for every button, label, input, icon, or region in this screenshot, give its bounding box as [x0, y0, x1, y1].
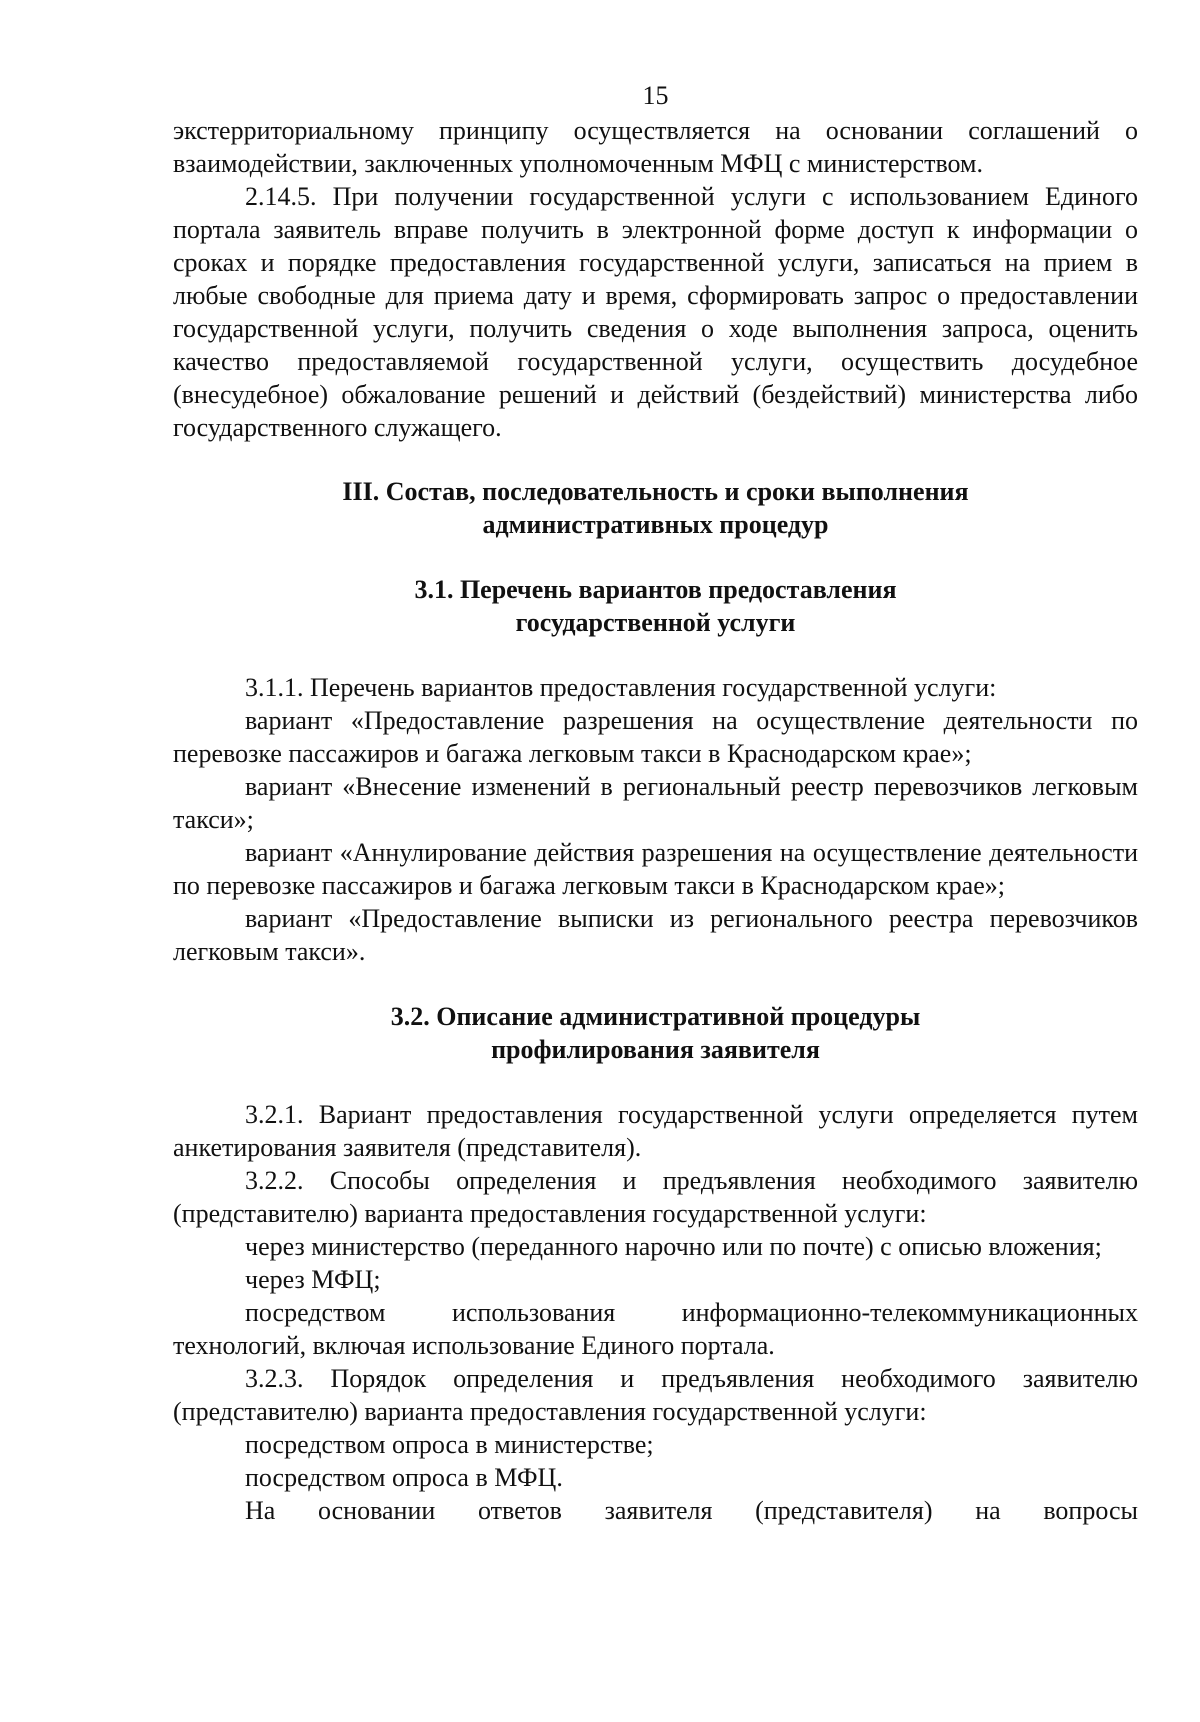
paragraph: посредством использования информационно-телекоммуникационных технологий, включая использование Единого портала. [173, 1298, 1138, 1360]
subsection-title-line: 3.1. Перечень вариантов предоставления [414, 575, 897, 604]
section-3-1-body [173, 671, 1138, 968]
section-title-line: административных процедур [482, 510, 829, 539]
paragraph: через МФЦ; [245, 1265, 381, 1294]
paragraph: вариант «Предоставление разрешения на осуществление деятельности по перевозке пассажиров и багажа легковым такси в Краснодарском крае»; [173, 706, 1138, 768]
section-3-heading [173, 475, 1138, 541]
paragraph: 2.14.5. При получении государственной услуги с использованием Единого портала заявитель вправе получить в электронной форме доступ к информации о сроках и порядке предоставления государственной услуги, записаться на прием в любые свободные для приема дату и время, сформировать запрос о предоставлении государственной услуги, получить сведения о ходе выполнения запроса, оценить качество предоставляемой государственной услуги, осуществить досудебное (внесудебное) обжалование решений и действий (бездействий) министерства либо государственного служащего. [173, 182, 1138, 442]
section-3-1-heading [173, 573, 1138, 639]
subsection-title-line: государственной услуги [515, 608, 796, 637]
section-3-2-body [173, 1098, 1138, 1527]
paragraph: 3.2.1. Вариант предоставления государственной услуги определяется путем анкетирования заявителя (представителя). [173, 1100, 1138, 1162]
paragraph: через министерство (переданного нарочно или по почте) с описью вложения; [245, 1232, 1102, 1261]
page-number: 15 [642, 81, 669, 110]
paragraph: посредством опроса в МФЦ. [245, 1463, 563, 1492]
section-title-line: III. Состав, последовательность и сроки выполнения [342, 477, 969, 506]
paragraph: вариант «Внесение изменений в региональный реестр перевозчиков легковым такси»; [173, 772, 1138, 834]
paragraph: вариант «Предоставление выписки из регионального реестра перевозчиков легковым такси». [173, 904, 1138, 966]
paragraph: экстерриториальному принципу осуществляется на основании соглашений о взаимодействии, заключенных уполномоченным МФЦ с министерством. [173, 116, 1138, 178]
paragraph: посредством опроса в министерстве; [245, 1430, 654, 1459]
subsection-title-line: 3.2. Описание административной процедуры [390, 1002, 921, 1031]
paragraph: 3.1.1. Перечень вариантов предоставления государственной услуги: [245, 673, 997, 702]
paragraph: вариант «Аннулирование действия разрешения на осуществление деятельности по перевозке пассажиров и багажа легковым такси в Краснодарском крае»; [173, 838, 1138, 900]
section-3-2-heading [173, 1000, 1138, 1066]
document-page [173, 78, 1138, 1527]
paragraph: На основании ответов заявителя (представителя) на вопросы [245, 1496, 1138, 1525]
paragraph: 3.2.3. Порядок определения и предъявления необходимого заявителю (представителю) варианта предоставления государственной услуги: [173, 1364, 1138, 1426]
paragraph: 3.2.2. Способы определения и предъявления необходимого заявителю (представителю) варианта предоставления государственной услуги: [173, 1166, 1138, 1228]
subsection-title-line: профилирования заявителя [491, 1035, 820, 1064]
